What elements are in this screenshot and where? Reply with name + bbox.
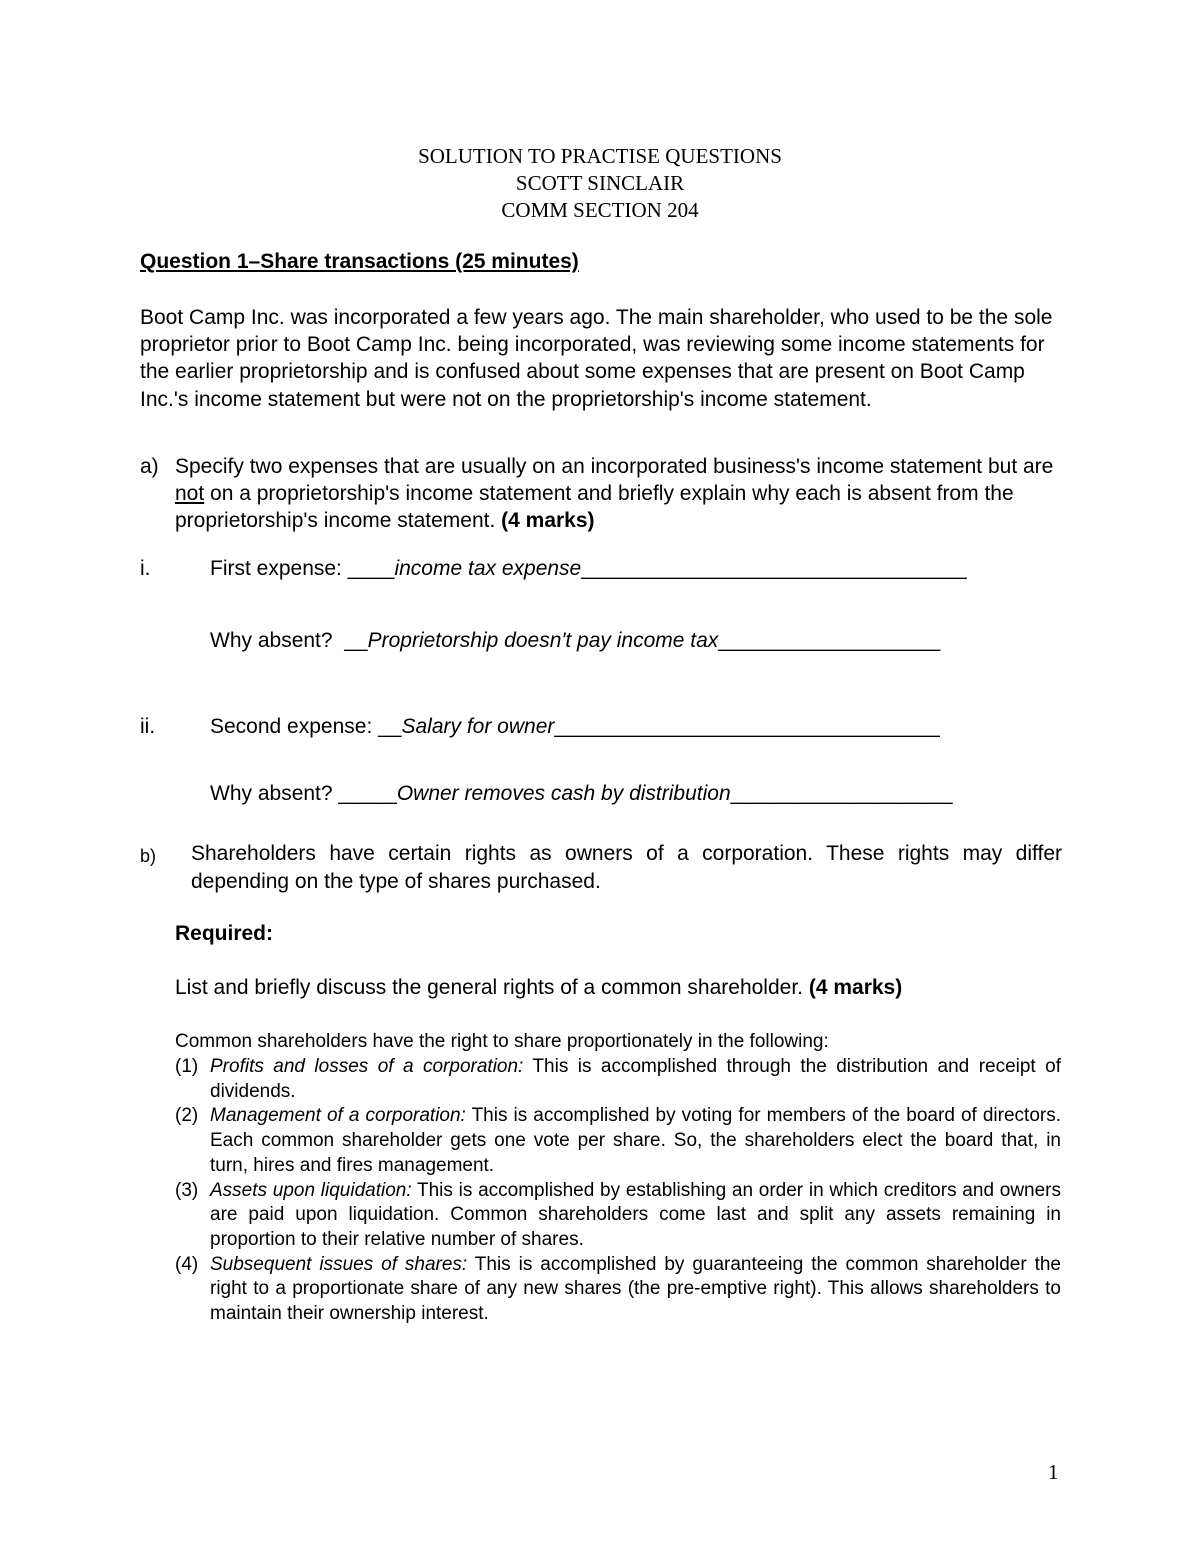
item-ii-numeral: ii. (140, 715, 156, 738)
right-number: (3) (175, 1179, 199, 1201)
item-ii-why-blank-before: _____ (338, 782, 397, 805)
question-heading: Question 1–Share transactions (25 minutes) (140, 250, 579, 273)
right-body: This is accomplished by voting for members of the board of directors. Each common shareholder gets one vote per share. So, the shareholders elect the board that, in turn, hires and fires management. (210, 1105, 1061, 1176)
item-i-expense-blank-after: _________________________________ (581, 557, 967, 580)
list-item (175, 1104, 1061, 1178)
required-label: Required: (175, 922, 274, 945)
item-ii-expense-blank-after: _________________________________ (554, 715, 940, 738)
item-ii-why-label: Why absent? (210, 782, 339, 805)
part-a-not: not (175, 482, 205, 505)
question-intro: Boot Camp Inc. was incorporated a few years ago. The main shareholder, who used to be the sole proprietor prior to Boot Camp Inc. being incorporated, was reviewing some income statements for the earlier proprietorship and is confused about some expenses that are present on Boot Camp Inc.'s income statement but were not on the proprietorship's income statement. (140, 306, 1053, 411)
item-i-why-blank-before: __ (344, 629, 368, 652)
right-title: Subsequent issues of shares: (210, 1253, 468, 1275)
header-author: SCOTT SINCLAIR (515, 171, 685, 195)
item-i-why-label: Why absent? (210, 629, 345, 652)
list-item (175, 1179, 1061, 1253)
part-b-letter: b) (140, 846, 157, 866)
part-a-text (175, 453, 1065, 534)
right-number: (2) (175, 1105, 199, 1127)
answer-intro: Common shareholders have the right to share proportionately in the following: (175, 1031, 829, 1052)
item-i-expense-line (210, 557, 967, 581)
item-i-why-answer: Proprietorship doesn't pay income tax (367, 629, 719, 652)
part-b-prompt (140, 840, 1062, 896)
document-header (0, 143, 1200, 224)
item-i-expense-blank-before: ____ (347, 557, 395, 580)
item-i-why-line (210, 629, 940, 653)
part-a-letter: a) (140, 455, 159, 478)
item-i-expense-label: First expense: (210, 557, 348, 580)
page-number: 1 (1048, 1460, 1059, 1484)
item-ii-expense-line (210, 715, 940, 739)
part-b-task (175, 976, 902, 1000)
header-title: SOLUTION TO PRACTISE QUESTIONS (418, 144, 782, 168)
item-ii-why-line (210, 782, 953, 806)
right-number: (1) (175, 1056, 199, 1077)
right-body: This is accomplished through the distribution and receipt of dividends. (210, 1056, 1061, 1102)
item-ii-why-answer: Owner removes cash by distribution (396, 782, 731, 805)
right-title: Profits and losses of a corporation: (210, 1056, 524, 1077)
part-a-marks: (4 marks) (501, 509, 595, 532)
part-a-prompt (140, 453, 1065, 534)
part-a-text-before: Specify two expenses that are usually on an incorporated business's income statement but are (175, 455, 1054, 478)
item-ii-expense-answer: Salary for owner (401, 715, 555, 738)
right-title: Assets upon liquidation: (210, 1179, 412, 1201)
part-b-text: Shareholders have certain rights as owners of a corporation. These rights may differ depending on the type of shares purchased. (191, 842, 1062, 893)
item-i-numeral: i. (140, 557, 151, 580)
item-ii-expense-label: Second expense: (210, 715, 379, 738)
part-b-task-text: List and briefly discuss the general rights of a common shareholder. (175, 976, 809, 999)
item-ii-expense-blank-before: __ (378, 715, 402, 738)
right-number: (4) (175, 1253, 199, 1275)
part-b-marks: (4 marks) (808, 976, 903, 999)
list-item (175, 1055, 1061, 1104)
rights-list (175, 1055, 1061, 1327)
item-i-why-blank-after: ___________________ (718, 629, 941, 652)
header-section: COMM SECTION 204 (501, 198, 699, 222)
item-i-expense-answer: income tax expense (394, 557, 582, 580)
right-body: This is accomplished by guaranteeing the common shareholder the right to a proportionate share of any new shares (the pre-emptive right). This allows shareholders to maintain their ownership interest. (210, 1253, 1061, 1325)
right-title: Management of a corporation: (210, 1105, 466, 1127)
part-a-text-after: on a proprietorship's income statement and briefly explain why each is absent from the proprietorship's income statement. (175, 482, 1014, 532)
item-ii-why-blank-after: ___________________ (730, 782, 953, 805)
right-body: This is accomplished by establishing an order in which creditors and owners are paid upon liquidation. Common shareholders come last and split any assets remaining in proportion to their relative number of shares. (210, 1179, 1061, 1250)
list-item (175, 1253, 1061, 1327)
